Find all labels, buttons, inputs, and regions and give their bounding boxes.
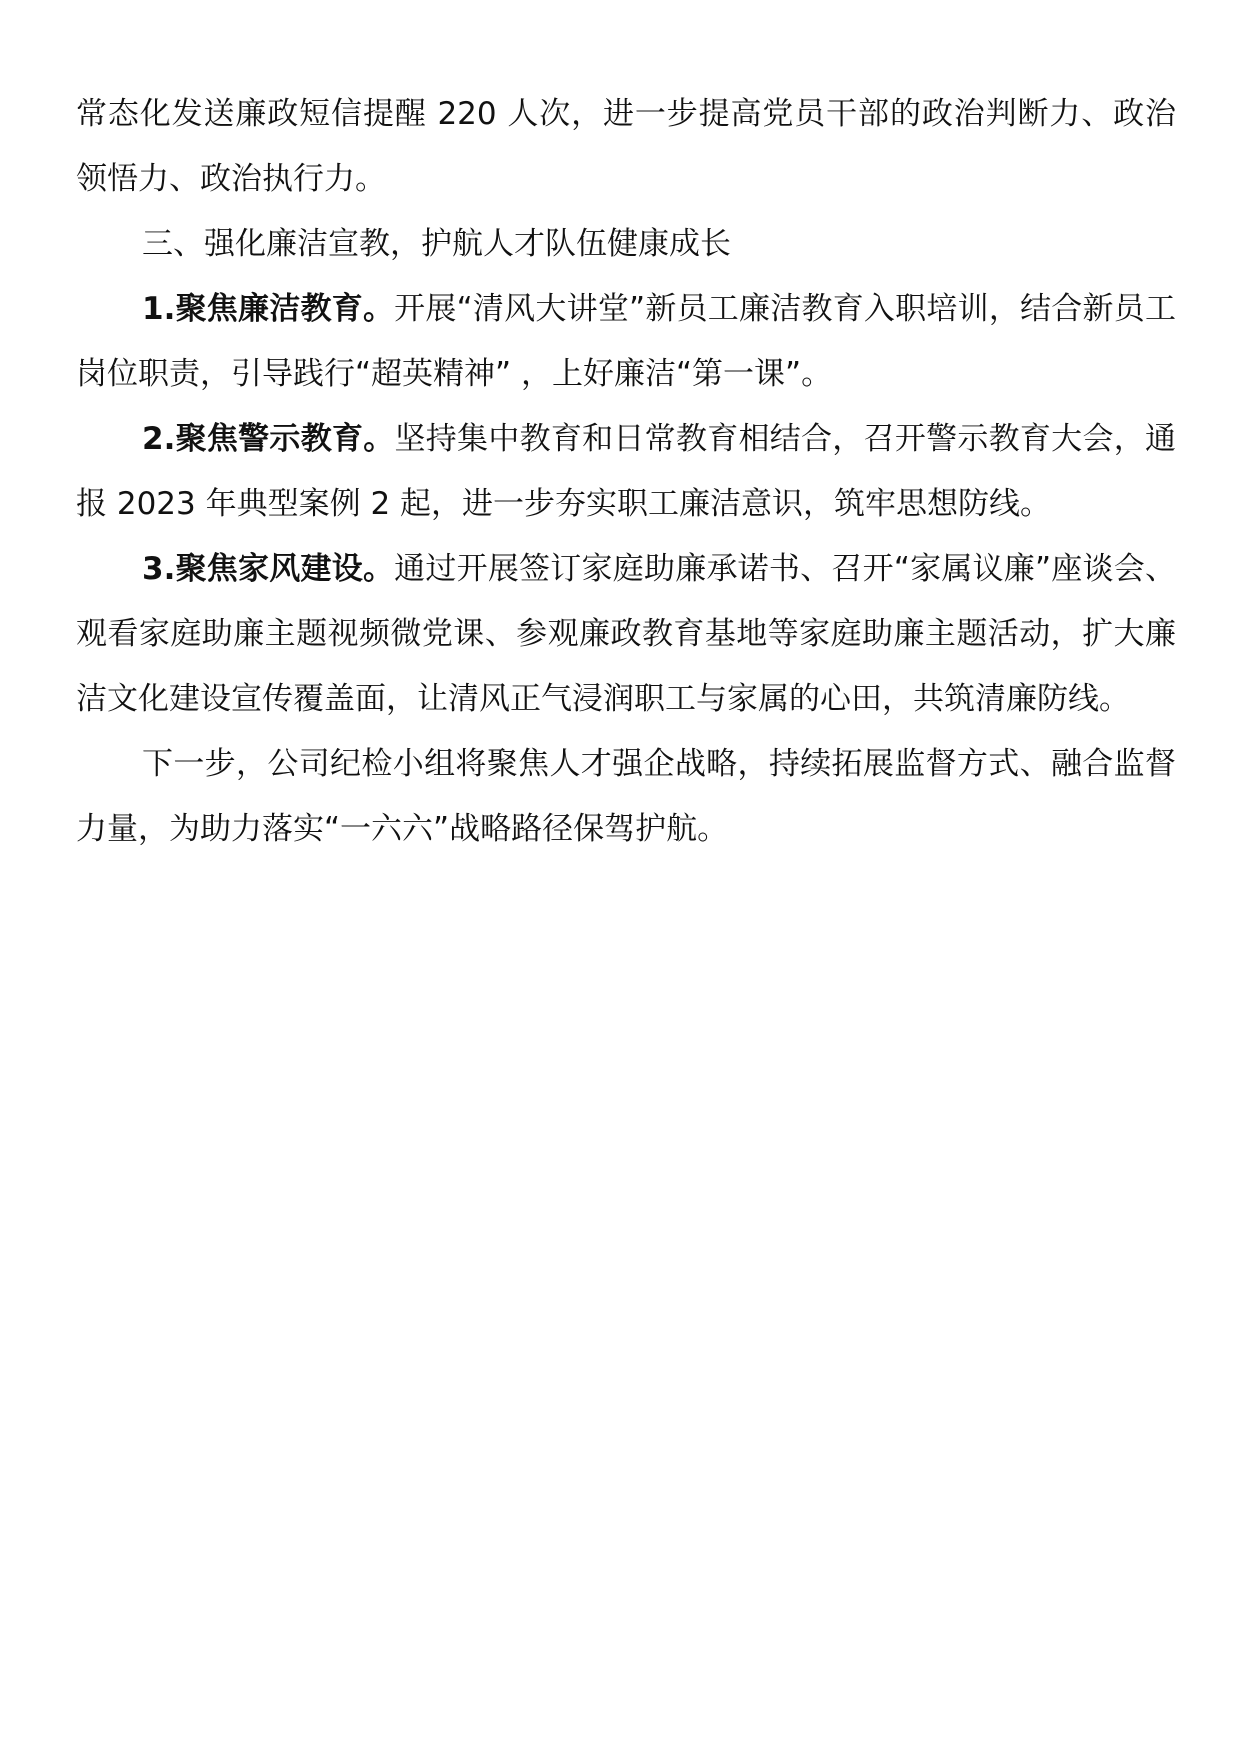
item-lead: 1.聚焦廉洁教育。 xyxy=(142,291,395,327)
item-text: 开展“清风大讲堂”新员工廉洁教育入职培训，结合新员工岗位职责，引导践行“超英精神” ，上好廉洁“第一课”。 xyxy=(76,291,1176,392)
item-text: 通过开展签订家庭助廉承诺书、召开“家属议廉”座谈会、观看家庭助廉主题视频微党课、参观廉政教育基地等家庭助廉主题活动，扩大廉洁文化建设宣传覆盖面，让清风正气浸润职工与家属的心田，共筑清廉防线。 xyxy=(76,551,1176,717)
list-item xyxy=(76,277,1176,407)
paragraph-text: 常态化发送廉政短信提醒 220 人次，进一步提高党员干部的政治判断力、政治领悟力、政治执行力。 xyxy=(76,96,1176,197)
section-heading: 三、强化廉洁宣教，护航人才队伍健康成长 xyxy=(142,226,731,262)
item-lead: 3.聚焦家风建设。 xyxy=(142,551,395,587)
list-item xyxy=(76,407,1176,537)
document-page xyxy=(76,82,1176,862)
closing-paragraph: 下一步，公司纪检小组将聚焦人才强企战略，持续拓展监督方式、融合监督力量，为助力落实“一六六”战略路径保驾护航。 xyxy=(76,746,1176,847)
item-lead: 2.聚焦警示教育。 xyxy=(142,421,395,457)
continued-paragraph xyxy=(76,82,1176,212)
item-text: 坚持集中教育和日常教育相结合，召开警示教育大会，通报 2023 年典型案例 2 起，进一步夯实职工廉洁意识，筑牢思想防线。 xyxy=(76,421,1176,522)
list-item xyxy=(76,537,1176,732)
